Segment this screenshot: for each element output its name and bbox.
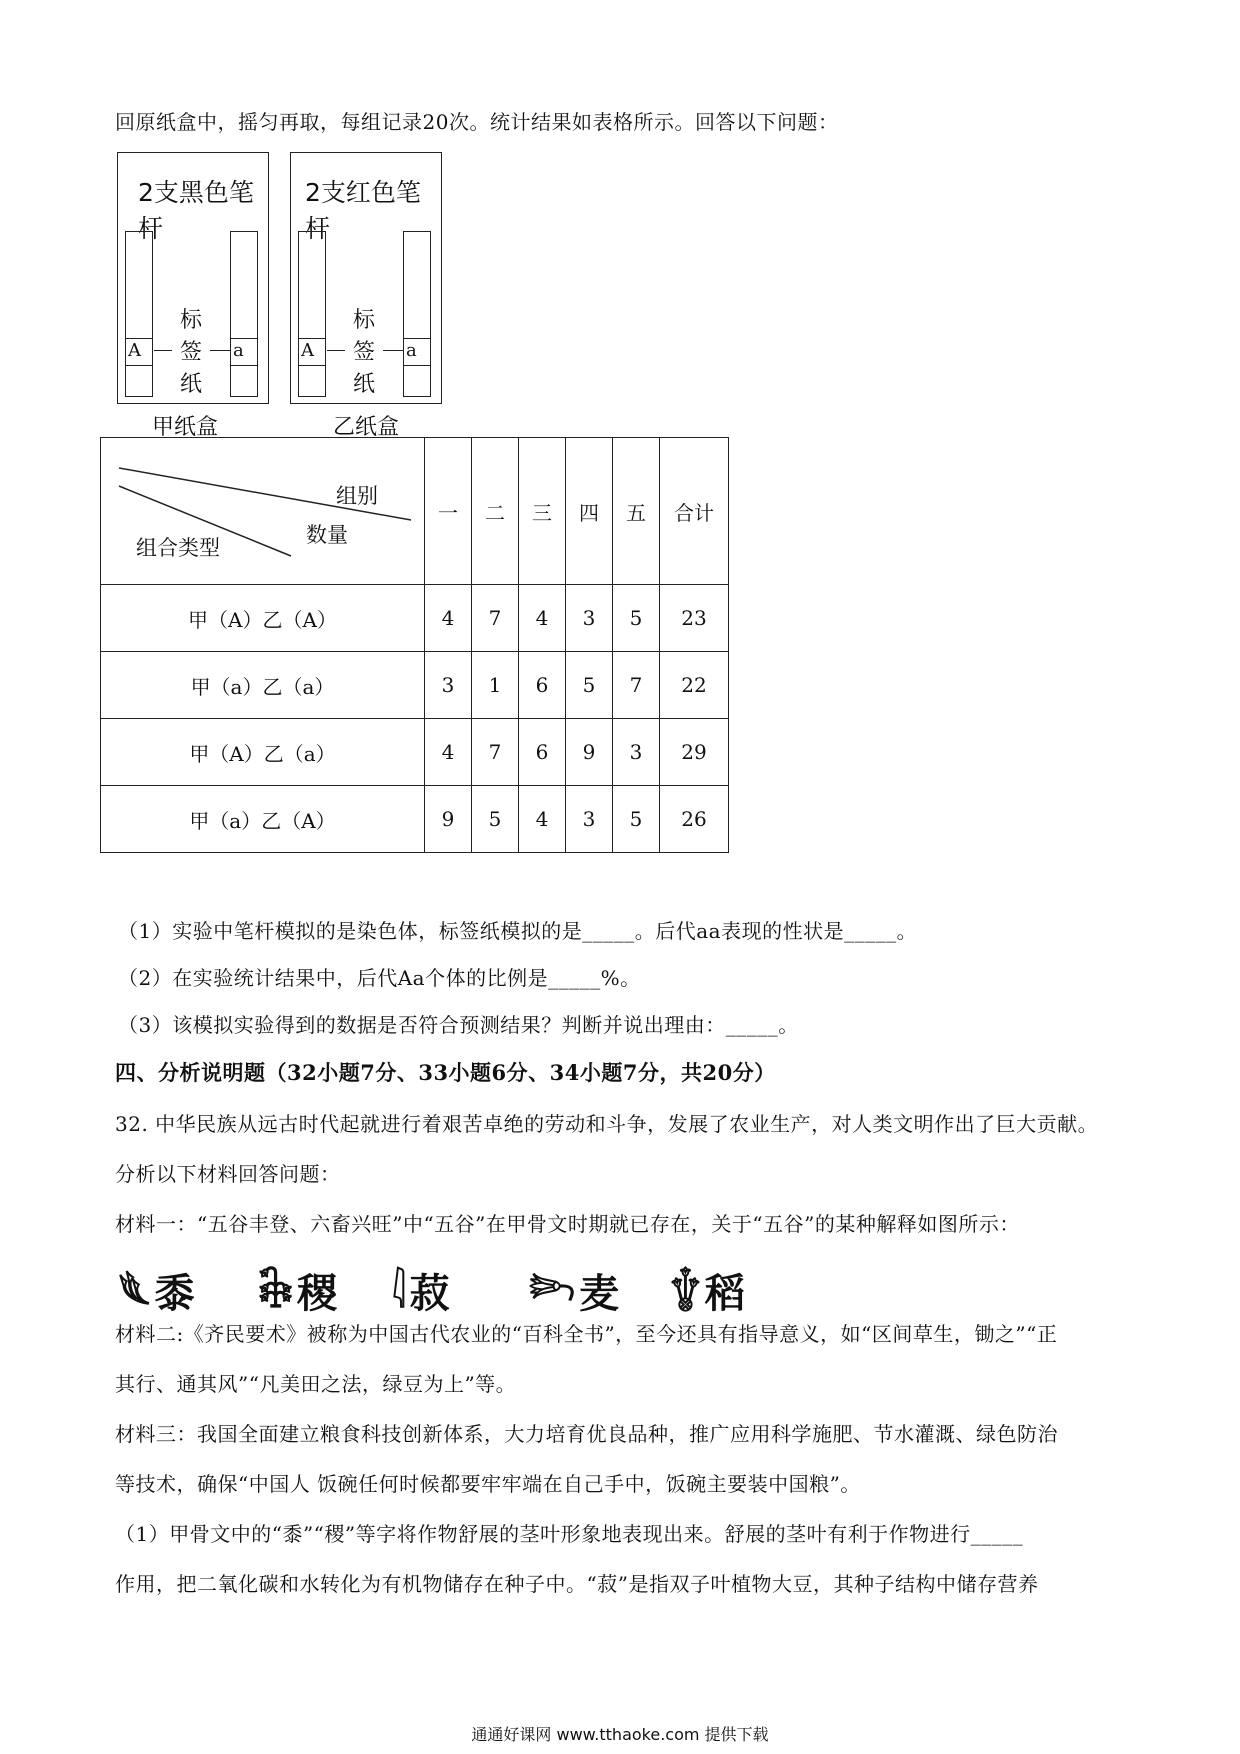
question-1: （1）实验中笔杆模拟的是染色体，标签纸模拟的是_____。后代aa表现的性状是_____。 bbox=[118, 919, 918, 943]
box-yi-label-char-3: 纸 bbox=[353, 372, 376, 397]
material1: 材料一：“五谷丰登、六畜兴旺”中“五谷”在甲骨文时期就已存在，关于“五谷”的某种解释如图所示： bbox=[115, 1212, 1020, 1236]
box-jia-label-char-3: 纸 bbox=[180, 372, 203, 397]
cell-total: 23 bbox=[660, 585, 729, 652]
col-header-3: 三 bbox=[519, 438, 566, 585]
cell-total: 29 bbox=[660, 719, 729, 786]
table-row bbox=[101, 719, 729, 786]
grain-shu2 bbox=[392, 1255, 454, 1321]
cell: 4 bbox=[425, 719, 472, 786]
diag-label-count: 数量 bbox=[306, 523, 348, 547]
grain-mai bbox=[528, 1255, 623, 1321]
col-header-4: 四 bbox=[566, 438, 613, 585]
box-jia-right-tag: a bbox=[231, 338, 257, 366]
box-yi-link-left bbox=[327, 350, 345, 351]
cell: 9 bbox=[566, 719, 613, 786]
grain-dao bbox=[670, 1255, 749, 1321]
oracle-glyph-4-icon: 𓆸 bbox=[528, 1270, 580, 1317]
material3-line-2: 等技术，确保“中国人 饭碗任何时候都要牢牢端在自己手中，饭碗主要装中国粮”。 bbox=[115, 1472, 861, 1496]
cell: 3 bbox=[566, 585, 613, 652]
intro-line: 回原纸盒中，摇匀再取，每组记录20次。统计结果如表格所示。回答以下问题： bbox=[115, 110, 839, 134]
row-label: 甲（a）乙（a） bbox=[101, 652, 425, 719]
cell: 4 bbox=[425, 585, 472, 652]
cell: 3 bbox=[566, 786, 613, 853]
box-yi-label-char-1: 标 bbox=[353, 308, 376, 333]
grain-label-ji: 稷 bbox=[297, 1270, 342, 1317]
grain-label-shu2: 菽 bbox=[409, 1270, 454, 1317]
cell-total: 26 bbox=[660, 786, 729, 853]
oracle-glyph-1-icon: 𓆰 bbox=[118, 1270, 155, 1317]
box-yi-right-tag: a bbox=[404, 338, 430, 366]
cell: 7 bbox=[472, 719, 519, 786]
cell: 7 bbox=[472, 585, 519, 652]
table-row bbox=[101, 786, 729, 853]
grain-label-mai: 麦 bbox=[579, 1270, 624, 1317]
box-jia bbox=[117, 152, 269, 404]
row-label: 甲（A）乙（A） bbox=[101, 585, 425, 652]
table-diagonal-header bbox=[101, 438, 425, 585]
results-table bbox=[100, 437, 729, 853]
box-yi-left-tag: A bbox=[299, 338, 325, 366]
diagonal-lines bbox=[101, 438, 424, 584]
cell: 5 bbox=[472, 786, 519, 853]
box-jia-label-char-2: 签 bbox=[180, 340, 203, 365]
col-header-1: 一 bbox=[425, 438, 472, 585]
box-jia-label-char-1: 标 bbox=[180, 308, 203, 333]
oracle-glyph-5-icon: 𓇚 bbox=[670, 1270, 705, 1317]
material3-line-1: 材料三：我国全面建立粮食科技创新体系，大力培育优良品种，推广应用科学施肥、节水灌溉、绿色防治 bbox=[115, 1422, 1058, 1446]
oracle-glyph-2-icon: 𓇗 bbox=[258, 1270, 298, 1317]
box-jia-link-left bbox=[154, 350, 172, 351]
diag-label-type: 组合类型 bbox=[136, 536, 220, 560]
box-jia-left-pen bbox=[125, 231, 153, 397]
cell: 5 bbox=[613, 786, 660, 853]
box-jia-link-right bbox=[210, 350, 230, 351]
grain-label-dao: 稻 bbox=[704, 1270, 749, 1317]
box-yi-caption: 乙纸盒 bbox=[333, 415, 400, 440]
box-jia-right-pen bbox=[230, 231, 258, 397]
col-header-5: 五 bbox=[613, 438, 660, 585]
oracle-glyph-3-icon: 𓇋 bbox=[392, 1270, 410, 1317]
table-row bbox=[101, 652, 729, 719]
box-jia-caption: 甲纸盒 bbox=[152, 415, 219, 440]
col-header-total: 合计 bbox=[660, 438, 729, 585]
col-header-2: 二 bbox=[472, 438, 519, 585]
question-3: （3）该模拟实验得到的数据是否符合预测结果？判断并说出理由：_____。 bbox=[118, 1013, 799, 1037]
cell: 6 bbox=[519, 652, 566, 719]
box-yi-title: 2支红色笔杆 bbox=[305, 178, 421, 243]
cell: 7 bbox=[613, 652, 660, 719]
question-2: （2）在实验统计结果中，后代Aa个体的比例是_____%。 bbox=[118, 966, 641, 990]
sub1-line-1: （1）甲骨文中的“黍”“稷”等字将作物舒展的茎叶形象地表现出来。舒展的茎叶有利于作物进行_____ bbox=[115, 1522, 1024, 1546]
cell: 9 bbox=[425, 786, 472, 853]
box-jia-left-tag: A bbox=[126, 338, 152, 366]
table-header-row bbox=[101, 438, 729, 585]
material2-line-2: 其行、通其风”“凡美田之法，绿豆为上”等。 bbox=[115, 1372, 517, 1396]
cell: 4 bbox=[519, 585, 566, 652]
grain-shu bbox=[118, 1255, 199, 1321]
row-label: 甲（a）乙（A） bbox=[101, 786, 425, 853]
cell: 3 bbox=[613, 719, 660, 786]
grain-ji bbox=[258, 1255, 341, 1321]
box-yi-label-char-2: 签 bbox=[353, 340, 376, 365]
cell: 1 bbox=[472, 652, 519, 719]
cell: 6 bbox=[519, 719, 566, 786]
box-yi-link-right bbox=[383, 350, 403, 351]
cell-total: 22 bbox=[660, 652, 729, 719]
cell: 3 bbox=[425, 652, 472, 719]
grain-label-shu: 黍 bbox=[154, 1270, 199, 1317]
box-yi bbox=[290, 152, 442, 404]
cell: 5 bbox=[613, 585, 660, 652]
material2-line-1: 材料二:《齐民要术》被称为中国古代农业的“百科全书”，至今还具有指导意义，如“区间草生，锄之”“正 bbox=[115, 1322, 1058, 1346]
box-yi-left-pen bbox=[298, 231, 326, 397]
cell: 4 bbox=[519, 786, 566, 853]
box-yi-right-pen bbox=[403, 231, 431, 397]
sub1-line-2: 作用，把二氧化碳和水转化为有机物储存在种子中。“菽”是指双子叶植物大豆，其种子结构中储存营养 bbox=[115, 1572, 1039, 1596]
cell: 5 bbox=[566, 652, 613, 719]
q32-line-1: 32. 中华民族从远古时代起就进行着艰苦卓绝的劳动和斗争，发展了农业生产，对人类文明作出了巨大贡献。 bbox=[115, 1112, 1099, 1136]
diag-label-group: 组别 bbox=[336, 484, 378, 508]
box-jia-title: 2支黑色笔杆 bbox=[138, 178, 254, 243]
q32-line-2: 分析以下材料回答问题： bbox=[115, 1162, 341, 1186]
page-footer: 通通好课网 www.tthaoke.com 提供下载 bbox=[471, 1725, 769, 1744]
table-row bbox=[101, 585, 729, 652]
row-label: 甲（A）乙（a） bbox=[101, 719, 425, 786]
section4-heading: 四、分析说明题（32小题7分、33小题6分、34小题7分，共20分） bbox=[115, 1060, 776, 1085]
